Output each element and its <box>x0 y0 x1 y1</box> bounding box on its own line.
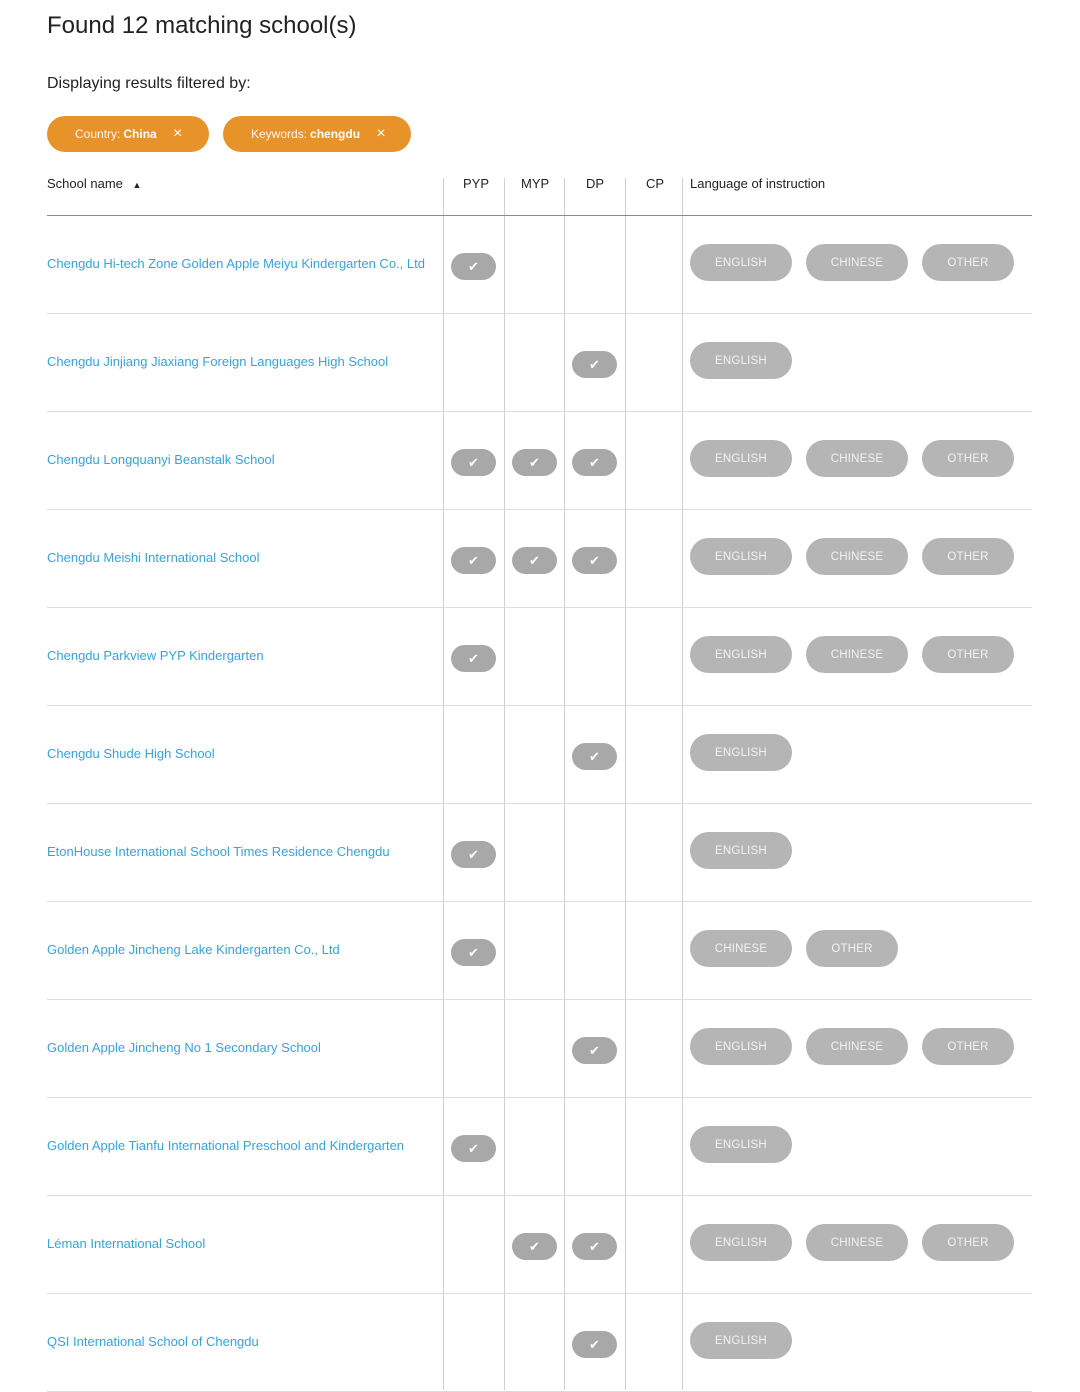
language-badge: ENGLISH <box>690 538 792 575</box>
table-row <box>47 314 1032 412</box>
school-name-link[interactable]: EtonHouse International School Times Residence Chengdu <box>47 844 390 859</box>
language-badge: ENGLISH <box>690 636 792 673</box>
language-badge: CHINESE <box>806 1224 908 1261</box>
column-header-myp: MYP <box>521 176 550 191</box>
language-badge: CHINESE <box>806 244 908 281</box>
column-header-language: Language of instruction <box>690 176 826 191</box>
school-name-link[interactable]: Golden Apple Jincheng No 1 Secondary School <box>47 1040 321 1055</box>
checkmark-icon: ✔ <box>572 1037 617 1064</box>
checkmark-icon: ✔ <box>451 841 496 868</box>
checkmark-icon: ✔ <box>512 547 557 574</box>
sort-ascending-icon: ▲ <box>132 180 142 190</box>
school-name-link[interactable]: Chengdu Shude High School <box>47 746 215 761</box>
filter-chip-keywords[interactable] <box>223 116 411 152</box>
school-name-link[interactable]: QSI International School of Chengdu <box>47 1334 259 1349</box>
table-row <box>47 804 1032 902</box>
table-row <box>47 1294 1032 1392</box>
language-badge: ENGLISH <box>690 440 792 477</box>
checkmark-icon: ✔ <box>451 939 496 966</box>
results-heading: Found 12 matching school(s) <box>47 12 357 39</box>
column-header-pyp: PYP <box>463 176 490 191</box>
table-row <box>47 216 1032 314</box>
table-row <box>47 902 1032 1000</box>
language-badge: OTHER <box>922 538 1014 575</box>
language-badge: ENGLISH <box>690 1322 792 1359</box>
filter-chip-value: chengdu <box>310 127 361 141</box>
checkmark-icon: ✔ <box>572 743 617 770</box>
language-badge: CHINESE <box>806 1028 908 1065</box>
table-row <box>47 706 1032 804</box>
table-row <box>47 1098 1032 1196</box>
checkmark-icon: ✔ <box>572 1331 617 1358</box>
checkmark-icon: ✔ <box>572 449 617 476</box>
table-row <box>47 608 1032 706</box>
checkmark-icon: ✔ <box>451 547 496 574</box>
filter-chip-country[interactable] <box>47 116 209 152</box>
table-row <box>47 1000 1032 1098</box>
checkmark-icon: ✔ <box>512 449 557 476</box>
filter-chip-key: Keywords: <box>251 127 308 141</box>
column-header-dp: DP <box>586 176 605 191</box>
close-icon[interactable]: × <box>173 125 183 142</box>
school-name-link[interactable]: Chengdu Hi-tech Zone Golden Apple Meiyu Kindergarten Co., Ltd <box>47 256 425 271</box>
school-name-link[interactable]: Chengdu Meishi International School <box>47 550 260 565</box>
language-badge: ENGLISH <box>690 1224 792 1261</box>
checkmark-icon: ✔ <box>451 449 496 476</box>
school-name-link[interactable]: Chengdu Jinjiang Jiaxiang Foreign Languages High School <box>47 354 389 369</box>
language-badge: CHINESE <box>806 538 908 575</box>
table-row <box>47 510 1032 608</box>
language-badge: OTHER <box>922 1224 1014 1261</box>
school-name-link[interactable]: Chengdu Longquanyi Beanstalk School <box>47 452 275 467</box>
checkmark-icon: ✔ <box>512 1233 557 1260</box>
language-badge: ENGLISH <box>690 734 792 771</box>
language-badge: CHINESE <box>806 636 908 673</box>
language-badge: OTHER <box>922 440 1014 477</box>
school-name-link[interactable]: Léman International School <box>47 1236 206 1251</box>
column-header-cp: CP <box>646 176 665 191</box>
language-badge: ENGLISH <box>690 342 792 379</box>
language-badge: CHINESE <box>690 930 792 967</box>
table-row <box>47 412 1032 510</box>
language-badge: OTHER <box>806 930 898 967</box>
language-badge: ENGLISH <box>690 244 792 281</box>
language-badge: ENGLISH <box>690 1028 792 1065</box>
language-badge: ENGLISH <box>690 1126 792 1163</box>
checkmark-icon: ✔ <box>451 1135 496 1162</box>
checkmark-icon: ✔ <box>572 1233 617 1260</box>
language-badge: OTHER <box>922 1028 1014 1065</box>
checkmark-icon: ✔ <box>572 351 617 378</box>
school-name-link[interactable]: Golden Apple Tianfu International Preschool and Kindergarten <box>47 1138 405 1153</box>
checkmark-icon: ✔ <box>451 253 496 280</box>
column-header-label: School name <box>47 176 123 191</box>
school-name-link[interactable]: Golden Apple Jincheng Lake Kindergarten Co., Ltd <box>47 942 340 957</box>
language-badge: OTHER <box>922 244 1014 281</box>
checkmark-icon: ✔ <box>451 645 496 672</box>
close-icon[interactable]: × <box>376 125 386 142</box>
table-row <box>47 1196 1032 1294</box>
checkmark-icon: ✔ <box>572 547 617 574</box>
language-badge: ENGLISH <box>690 832 792 869</box>
school-name-link[interactable]: Chengdu Parkview PYP Kindergarten <box>47 648 264 663</box>
filter-chip-key: Country: <box>75 127 121 141</box>
language-badge: CHINESE <box>806 440 908 477</box>
filter-chip-value: China <box>123 127 157 141</box>
language-badge: OTHER <box>922 636 1014 673</box>
filter-label: Displaying results filtered by: <box>47 75 251 92</box>
